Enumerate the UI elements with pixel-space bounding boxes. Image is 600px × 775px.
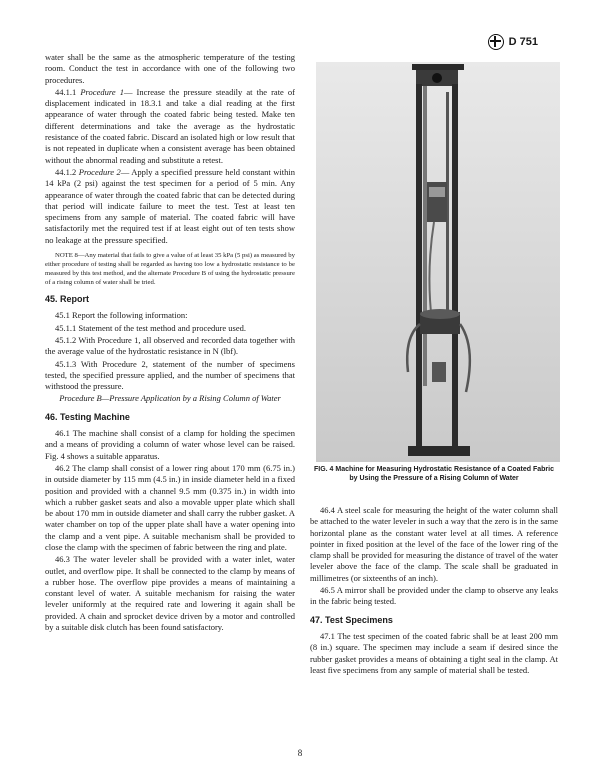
paragraph-46-3: 46.3 The water leveler shall be provided with a water inlet, water outlet, and overflow pipe. It shall be connected to the clamp by means of a rubber hose. The overflow pipe provides a means of maintaining a constant level of water. A suitable mechanism for raising the water leveler uniformly at the required rate and lowering it again shall be provided. A chain and sprocket device driven by a motor and controlled by a suitable disk clutch has been found satisfactory. [45, 554, 295, 633]
procedure-title: Procedure 2 [78, 166, 121, 177]
section-heading-testing-machine: 46. Testing Machine [45, 411, 130, 422]
procedure-title: Procedure 1 [80, 86, 124, 97]
paragraph-46-1: 46.1 The machine shall consist of a clamp for holding the specimen and a means of providing a column of water whose level can be raised. Fig. 4 shows a suitable apparatus. [45, 428, 295, 461]
right-column [310, 505, 558, 677]
paragraph-number: 44.1.1 [55, 86, 81, 97]
astm-logo-icon [488, 34, 504, 50]
paragraph-46-2: 46.2 The clamp shall consist of a lower ring about 170 mm (6.75 in.) in outside diameter by 115 mm (4.5 in.) in inside diameter held in a fixed position and provided with a channel 9.5 mm (0.375 in.) in width into which a rubber gasket seats and also a movable upper plate which shall be about 170 mm in outside diameter and shall carry the rubber gasket. A water chamber on top of the upper plate shall have a water opening into the clamp and a vent pipe. A suitable mechanism shall be provided to close the clamp with the specimen of fabric between the ring and plate. [45, 462, 295, 552]
procedure-b-heading: Procedure B—Pressure Application by a Rising Column of Water [59, 393, 281, 404]
section-heading-test-specimens: 47. Test Specimens [310, 614, 393, 625]
paragraph-44-1-1 [45, 87, 295, 166]
apparatus-photo [316, 62, 560, 462]
paragraph-44-1-2 [45, 167, 295, 246]
paragraph-45-1-2: 45.1.2 With Procedure 1, all observed and recorded data together with the average value of the hydrostatic resistance in N (lbf). [45, 334, 295, 357]
note-8: NOTE 8—Any material that fails to give a value of at least 35 kPa (5 psi) as measured by either procedure of testing shall be regarded as having too low a hydrostatic resistance to be measured by this test method, and the alternate Procedure B of using the hydrostatic pressure of a rising column of water shall be tried. [45, 252, 295, 287]
paragraph-47-1: 47.1 The test specimen of the coated fabric shall be at least 200 mm (8 in.) square. The specimen may include a seam if desired since the rubber gasket provides a means of obtaining a tight seal in the clamp. At least five specimens from any sample of material shall be tested. [310, 630, 558, 675]
paragraph-46-5: 46.5 A mirror shall be provided under the clamp to observe any leaks in the fabric being tested. [310, 585, 558, 607]
paragraph-number: 44.1.2 [55, 166, 79, 177]
document-header [488, 34, 538, 50]
paragraph-45-1: 45.1 Report the following information: [55, 310, 188, 321]
paragraph-text: — Increase the pressure steadily at the rate of displacement indicated in 18.3.1 and take a dial reading at the first appearance of water through the coated fabric being tested. Make ten different determinations and take the average as the hydrostatic resistance of the coated fabric. Discard an isolated high or low result that is not repeated in duplicate when a consistent average has been obtained without the abnormal reading and substitute a retest. [45, 86, 296, 165]
document-id: D 751 [508, 36, 538, 48]
paragraph-text: — Apply a specified pressure held constant within 14 kPa (2 psi) against the test specimen for a period of 5 min. Any appearance of water through the coated fabric that can be detected during that period will indicate failure to meet the test. Test at least ten specimens from any sample of material. The coated fabric will have satisfactorily met the required test if at least eight out of ten tests show no leakage at the pressure specified. [45, 166, 295, 245]
paragraph-45-1-3: 45.1.3 With Procedure 2, statement of the number of specimens tested, the specified pressure applied, and the number of specimens that withstood the pressure. [45, 358, 295, 392]
paragraph-45-1-1: 45.1.1 Statement of the test method and procedure used. [55, 322, 246, 333]
paragraph-46-4: 46.4 A steel scale for measuring the height of the water column shall be attached to the water leveler in such a way that the zero is in the same horizontal plane as the constant water level at all times. A reference pointer in fixed position at the level of the face of the lower ring of the clamp shall be provided for measuring the distance of travel of the water leveler above the face of the clamp. The scale shall be graduated in millimetres (or sixteenths of an inch). [310, 505, 558, 583]
section-heading-report: 45. Report [45, 294, 90, 305]
page-number: 8 [297, 748, 303, 758]
paragraph-intro: water shall be the same as the atmospheric temperature of the testing room. Conduct the test in accordance with one of the following two procedures. [45, 52, 295, 85]
left-column [45, 52, 295, 634]
figure-caption: FIG. 4 Machine for Measuring Hydrostatic Resistance of a Coated Fabric by Using the Pressure of a Rising Column of Water [313, 466, 554, 482]
apparatus-photo-drawing [316, 62, 560, 462]
